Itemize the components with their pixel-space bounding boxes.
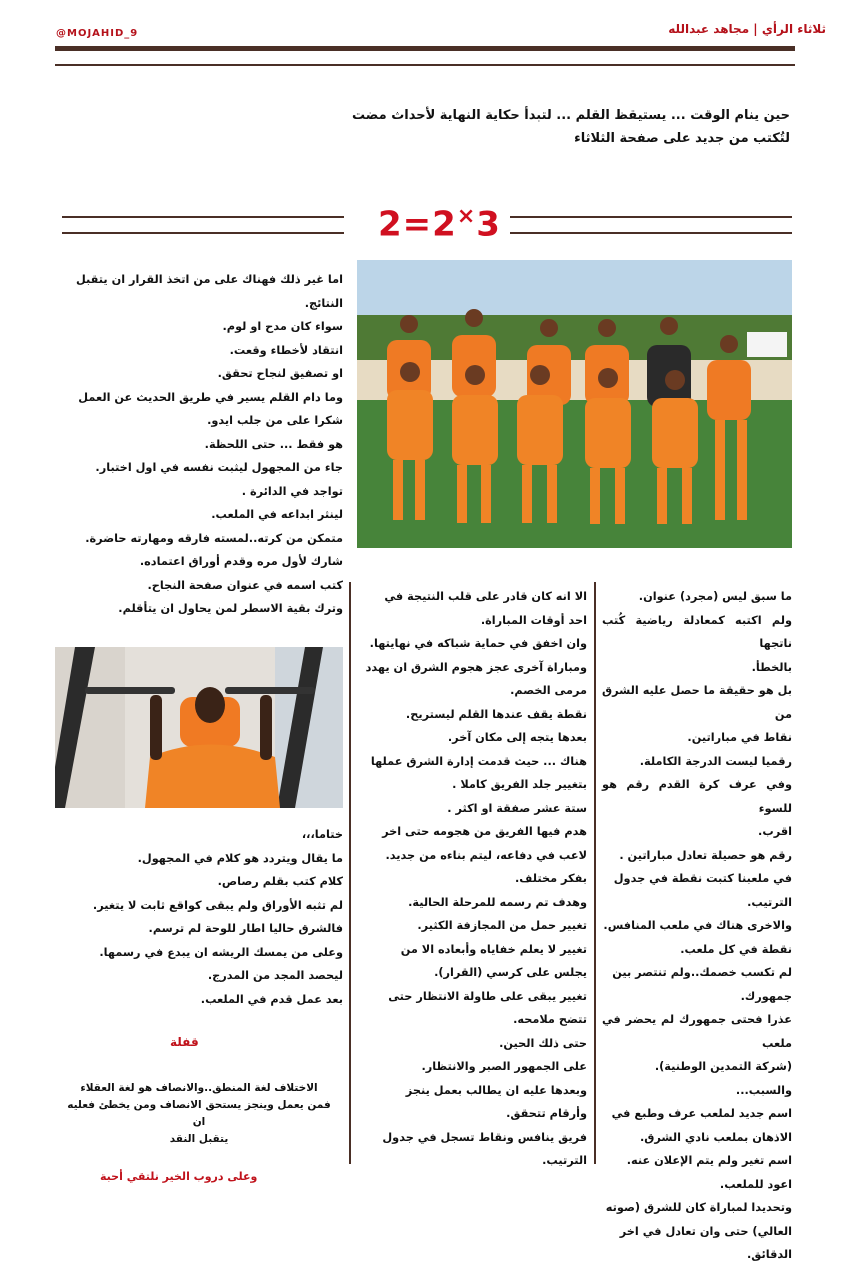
paragraph: (شركة التمدين الوطنية). [654,1060,792,1073]
paragraph: وعلى من يمسك الريشه ان يبدع في رسمها. [99,945,343,959]
paragraph: ختاما،،، [301,828,343,841]
paragraph: بالخطأ. [751,660,792,674]
paragraph: وهدف تم رسمه للمرحلة الحالية. [408,895,587,909]
paragraph: الترتيب. [747,895,792,909]
header-rule-thick [55,46,795,51]
paragraph: فالشرق حاليا اطار للوحة لم ترسم. [148,922,343,935]
header-rule-thin [55,64,795,66]
column-right [602,585,792,1267]
paragraph: تغيير لا يعلم خفاياه وأبعاده الا من [400,942,587,956]
paragraph: تغيير يبقى على طاولة الانتظار حتى [388,989,587,1003]
paragraph: هدم فيها الفريق من هجومه حتى اخر [382,825,587,838]
section-title: ثلاثاء الرأي | مجاهد عبدالله [668,22,826,36]
paragraph: ستة عشر صفقة او اكثر . [447,801,587,815]
paragraph: عذرا فحتى جمهورك لم يحضر في ملعب [602,1013,792,1050]
paragraph: والاخرى هناك في ملعب المنافس. [603,919,792,932]
paragraph: بل هو حقيقة ما حصل عليه الشرق من [602,684,792,721]
column-divider-left [349,582,351,1164]
paragraph: متمكن من كرته..لمسته فارقه ومهارته حاضرة. [85,531,343,545]
paragraph: وان اخفق في حماية شباكه في نهايتها. [369,637,587,650]
paragraph: جاء من المجهول ليثبت نفسه في اول اختبار. [95,461,343,474]
paragraph: رقم هو حصيلة تعادل مباراتين . [619,848,792,862]
paragraph: رقميا ليست الدرجة الكاملة. [639,754,792,768]
paragraph: بعد عمل قدم في الملعب. [200,992,343,1006]
closing-quote [60,1080,338,1148]
paragraph: لاعب في دفاعه، ليتم بناءه من جديد. [385,848,587,862]
paragraph: وتحديدا لمباراة كان للشرق (صوته [605,1201,792,1214]
paragraph: نقطة في كل ملعب. [680,942,792,956]
paragraph: هو فقط ... حتى اللحظة. [204,437,343,451]
paragraph: اسم تغير ولم يتم الإعلان عنه. [626,1154,792,1167]
paragraph: لينثر ابداعه في الملعب. [211,508,343,521]
paragraph: بفكر مختلف. [514,872,587,885]
paragraph: انتقاد لأخطاء وقعت. [229,343,343,357]
signoff: وعلى دروب الخير نلتقي أحبة [100,1170,258,1183]
paragraph: كتب اسمه في عنوان صفحة النجاح. [147,578,343,592]
paragraph: كلام كتب بقلم رصاص. [217,875,343,888]
paragraph: اعود للملعب. [719,1177,792,1191]
column-divider-right [594,582,596,1164]
paragraph: تواجد في الدائرة . [241,484,343,498]
paragraph: بتغيير جلد الفريق كاملا . [452,778,587,791]
paragraph: يجلس على كرسي (القرار). [434,966,587,979]
paragraph: في ملعبنا كتبت نقطة في جدول [613,872,792,885]
paragraph: النتائج. [304,296,343,310]
paragraph: حتى ذلك الحين. [499,1036,587,1050]
title-times: × [456,204,477,229]
paragraph: اقرب. [758,825,792,838]
column-left [55,268,343,621]
paragraph: ما يقال ويتردد هو كلام في المجهول. [137,851,343,865]
paragraph: احد أوقات المباراة. [480,613,587,627]
paragraph: فريق ينافس ونقاط تسجل في جدول [382,1130,587,1144]
column-left-bottom [55,823,343,1011]
team-photo [357,260,792,548]
player-photo-art [55,647,343,808]
title-right: 3 [476,204,501,245]
paragraph: الترتيب. [542,1154,587,1167]
paragraph: مرمى الخصم. [510,684,587,697]
paragraph: تتضح ملامحه. [513,1013,587,1026]
title-rule-left-top [62,216,344,218]
paragraph: شكرا على من جلب ايدو. [207,414,343,427]
quote-line: فمن يعمل وينجز يستحق الانصاف ومن يخطئ فعليه ان [67,1099,331,1128]
paragraph: على الجمهور الصبر والانتظار. [421,1060,587,1073]
quote-line: يتقبل النقد [169,1133,229,1145]
author-handle: @MOJAHID_9 [56,28,139,39]
paragraph: بعدها يتجه إلى مكان آخر. [447,731,587,744]
quote-line: الاختلاف لغة المنطق..والانصاف هو لغة العقلاء [80,1082,318,1094]
qafla-heading: قفلة [170,1035,199,1049]
paragraph: لم تكسب خصمك..ولم تنتصر بين [612,966,792,979]
title-rule-left-bottom [62,232,344,234]
paragraph: نقطة يقف عندها القلم ليستريح. [405,707,587,721]
paragraph: وما دام القلم يسير في طريق الحديث عن العمل [78,390,343,404]
paragraph: وترك بقية الاسطر لمن يحاول ان يتأقلم. [118,602,343,615]
column-middle [357,585,587,1173]
paragraph: وأرقام تتحقق. [506,1107,587,1120]
paragraph: لم تثبه الأوراق ولم يبقى كواقع ثابت لا يتغير. [92,898,343,912]
title-left: 2=2 [378,204,457,245]
paragraph: اما غير ذلك فهناك على من اتخذ القرار ان يتقبل [75,273,343,286]
paragraph: اسم جديد لملعب عرف وطبع في [611,1107,792,1120]
paragraph: نقاط في مباراتين. [687,731,792,744]
paragraph: سواء كان مدح او لوم. [222,320,343,333]
paragraph: وبعدها عليه ان يطالب بعمل ينجز [405,1083,587,1097]
paragraph: هناك ... حيث قدمت إدارة الشرق عملها [370,754,587,768]
paragraph: ومباراة آخرى عجز هجوم الشرق ان يهدد [365,660,587,674]
intro-line: حين ينام الوقت ... يستيقظ القلم ... لتبدأ حكاية النهاية لأحداث مضت [352,108,790,123]
paragraph: شارك لأول مره وقدم أوراق اعتماده. [139,555,343,568]
player-photo [55,647,343,808]
paragraph: وفي عرف كرة القدم رقم هو للسوء [602,778,792,815]
paragraph: او تصفيق لنجاح تحقق. [217,367,343,380]
paragraph: ولم اكتبه كمعادلة رياضية كُتب ناتجها [602,613,792,650]
paragraph: ليحصد المجد من المدرج. [207,969,343,982]
title-rule-right-bottom [510,232,792,234]
intro-line: لتُكتب من جديد على صفحة الثلاثاء [574,131,790,146]
team-photo-art [357,260,792,548]
paragraph: تغيير حمل من المجازفة الكثير. [417,919,587,932]
article-title [378,204,501,244]
paragraph: ما سبق ليس (مجرد) عنوان. [638,590,792,603]
paragraph: الا انه كان قادر على قلب النتيجة في [384,590,587,603]
paragraph: والسبب... [735,1083,792,1097]
title-rule-right-top [510,216,792,218]
paragraph: العالي) حتى وان تعادل في اخر الدقائق. [619,1224,792,1261]
paragraph: جمهورك. [740,989,792,1003]
intro-text [270,104,790,150]
paragraph: الاذهان بملعب نادي الشرق. [639,1130,792,1144]
